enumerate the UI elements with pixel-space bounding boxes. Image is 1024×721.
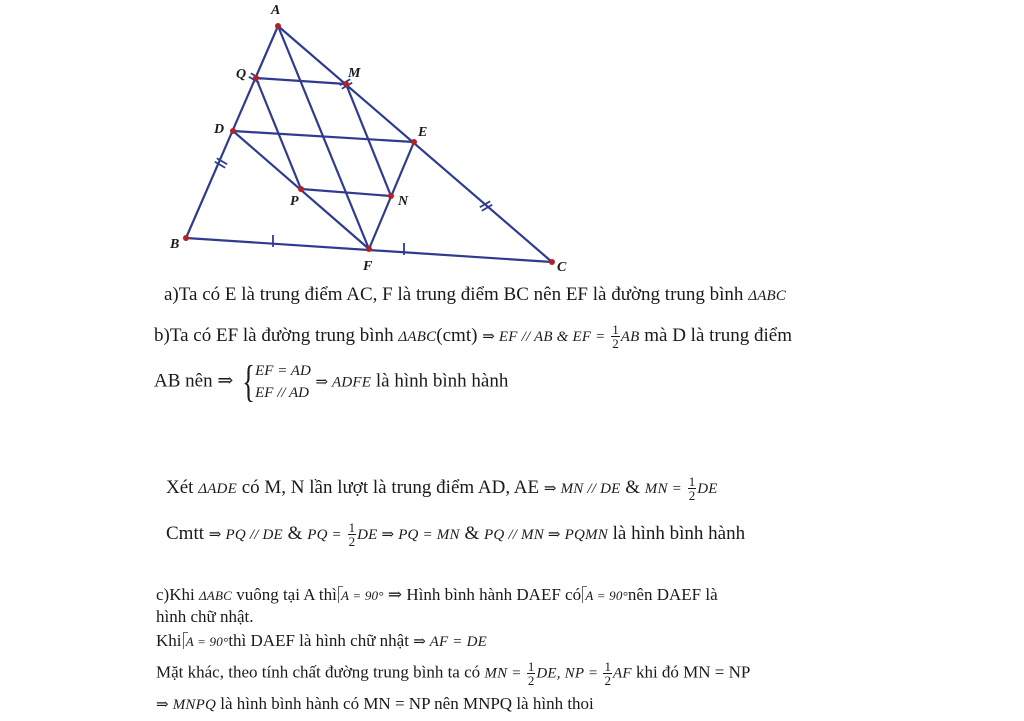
part-c-line-5 <box>156 694 594 714</box>
part-c4-text1: Mặt khác, theo tính chất đường trung bình ta có <box>156 662 481 682</box>
part-b1-math2: ⇒ EF // AB & EF = <box>482 328 606 345</box>
part-c4-fraction-2: $\frac{1}{2}$ <box>604 659 611 688</box>
part-b3-text2: có M, N lần lượt là trung điểm AD, AE <box>241 476 540 498</box>
part-a-text: a)Ta có E là trung điểm AC, F là trung điểm BC nên EF là đường trung bình <box>164 284 744 305</box>
point-F <box>366 246 372 252</box>
part-b2-text2: là hình bình hành <box>375 370 509 392</box>
part-c-line-1 <box>156 585 718 605</box>
part-b1-text2: (cmt) <box>436 324 478 346</box>
label-N: N <box>398 194 409 209</box>
label-C: C <box>557 260 567 275</box>
label-P: P <box>290 194 299 209</box>
part-c3-math: ⇒ AF = DE <box>413 634 487 650</box>
part-c4-math2: DE, NP = <box>536 665 599 682</box>
part-b3-text1: Xét <box>166 476 194 498</box>
point-A <box>275 23 281 29</box>
part-c-line-4 <box>156 660 750 687</box>
part-c1-math2: ⇒ <box>387 585 403 604</box>
point-C <box>549 259 555 265</box>
point-D <box>230 128 236 134</box>
point-B <box>183 235 189 241</box>
part-b3-fraction: $\frac{1}{2}$ <box>688 474 696 503</box>
part-b3-math2: ⇒ MN // DE <box>543 480 621 497</box>
part-b4-math2: PQ = <box>307 526 342 543</box>
part-b4-math3: DE ⇒ PQ = MN <box>357 526 460 543</box>
part-c1-text3: Hình bình hành DAEF có <box>406 585 582 604</box>
part-b4-fraction: $\frac{1}{2}$ <box>348 520 356 549</box>
part-c1-math1: ΔABC <box>198 588 232 603</box>
system-line-2: EF // AD <box>255 385 310 401</box>
label-D: D <box>214 122 225 137</box>
part-b4-math4: PQ // MN ⇒ PQMN <box>484 526 608 543</box>
part-c4-fraction-1: $\frac{1}{2}$ <box>527 659 535 688</box>
part-c4-math1: MN = <box>484 665 522 682</box>
label-F: F <box>363 259 373 274</box>
part-c1-text4: nên DAEF là <box>627 585 718 604</box>
angle-a-90: A = 90° <box>341 588 384 603</box>
label-A: A <box>271 3 281 18</box>
figure-lines <box>186 26 552 262</box>
label-B: B <box>170 237 180 252</box>
part-b1-fraction: $\frac{1}{2}$ <box>612 322 619 351</box>
part-c3-text1: Khi <box>156 631 182 650</box>
part-c2-text: hình chữ nhật. <box>156 607 254 626</box>
part-c4-math3: AF <box>612 665 632 682</box>
angle-a-90-3: A = 90° <box>185 634 229 649</box>
part-b2-math1: ⇒ ADFE <box>315 374 372 391</box>
part-b3-math1: ΔADE <box>198 480 237 497</box>
part-b4-text2: & <box>287 522 303 544</box>
point-Q <box>253 75 259 81</box>
part-b1-text3: mà D là trung điểm <box>644 324 792 346</box>
triangle-figure <box>0 0 1024 290</box>
part-a-math: ΔABC <box>748 288 787 304</box>
part-c4-text2: khi đó MN = NP <box>635 662 751 682</box>
system-line-1: EF = AD <box>255 363 311 379</box>
part-c5-text: là hình bình hành có MN = NP nên MNPQ là hình thoi <box>220 694 594 713</box>
point-M <box>343 81 349 87</box>
part-b-line-2 <box>154 357 509 406</box>
part-b4-text3: & <box>464 522 480 544</box>
part-c5-math: ⇒ MNPQ <box>156 697 217 713</box>
part-b4-text1: Cmtt <box>166 522 205 544</box>
angle-a-90-2: A = 90° <box>585 588 628 603</box>
part-b-line-3 <box>166 475 718 502</box>
part-b1-math3: AB <box>620 328 640 345</box>
point-N <box>388 193 394 199</box>
system-brace: { EF = AD EF // AD <box>242 357 311 406</box>
part-b1-text1: b)Ta có EF là đường trung bình <box>154 324 394 346</box>
part-c-line-3 <box>156 631 487 651</box>
part-c3-text2: thì DAEF là hình chữ nhật <box>228 631 409 650</box>
part-c-line-2 <box>156 607 254 627</box>
part-b-line-1 <box>154 323 792 350</box>
part-c1-text2: vuông tại A thì <box>236 585 337 604</box>
part-b2-text1: AB nên ⇒ <box>154 370 234 392</box>
label-E: E <box>418 125 428 140</box>
part-b1-math1: ΔABC <box>398 328 437 345</box>
part-b3-text3: & <box>625 476 641 498</box>
point-E <box>411 139 417 145</box>
part-b4-text4: là hình bình hành <box>612 522 746 544</box>
label-M: M <box>348 66 361 81</box>
part-b3-math3: MN = <box>644 480 682 497</box>
part-a-line <box>164 284 786 306</box>
part-b3-math4: DE <box>697 480 718 497</box>
label-Q: Q <box>236 67 247 82</box>
point-P <box>298 186 304 192</box>
part-b4-math1: ⇒ PQ // DE <box>208 526 283 543</box>
part-b-line-4 <box>166 521 745 548</box>
part-c1-text1: c)Khi <box>156 585 195 604</box>
